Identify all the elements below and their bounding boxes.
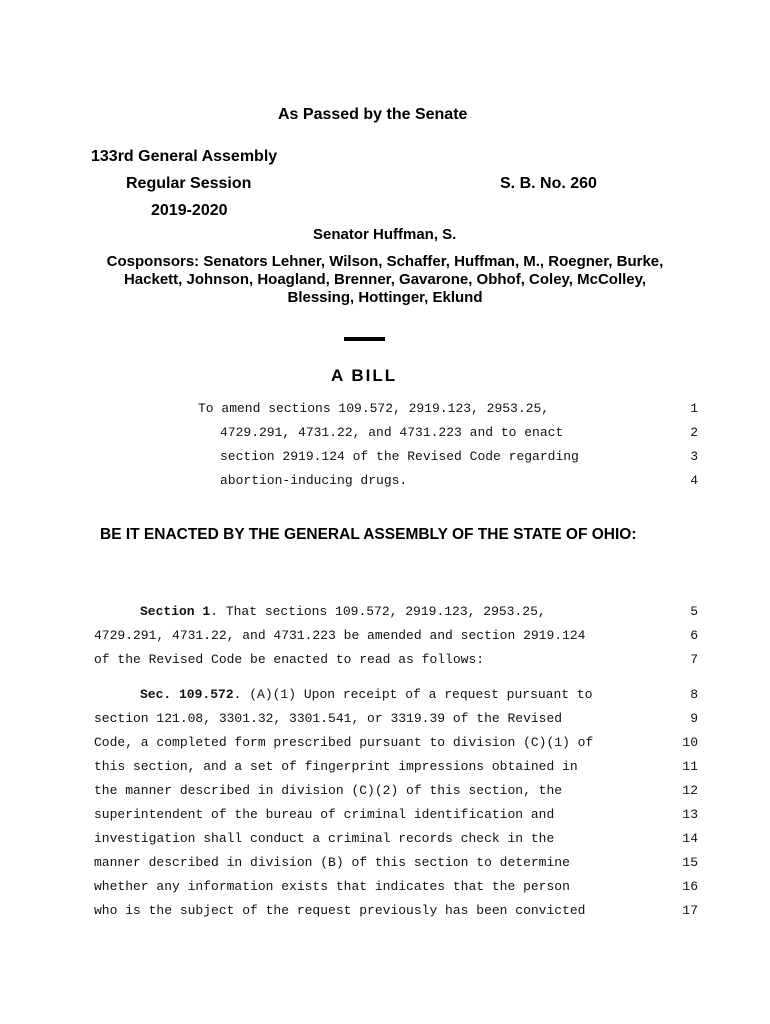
sec-109572-line: superintendent of the bureau of criminal identification and <box>94 807 555 822</box>
bill-heading: A BILL <box>331 366 398 385</box>
divider-rule <box>344 337 385 341</box>
line-number: 15 <box>682 855 698 870</box>
sec-109572-text: . (A)(1) Upon receipt of a request pursuant to <box>233 687 593 702</box>
session: Regular Session <box>126 175 252 192</box>
bill-number: S. B. No. 260 <box>500 175 597 192</box>
cosponsors-line: Hackett, Johnson, Hoagland, Brenner, Gavarone, Obhof, Coley, McColley, <box>123 271 647 288</box>
sec-109572-line: manner described in division (B) of this section to determine <box>94 855 570 870</box>
session-years: 2019-2020 <box>151 202 228 219</box>
line-number: 7 <box>690 652 698 667</box>
sec-109572-line: who is the subject of the request previously has been convicted <box>94 903 586 918</box>
line-number: 10 <box>682 735 698 750</box>
cosponsors <box>80 253 690 307</box>
sec-109572-label: Sec. 109.572 <box>140 687 234 702</box>
line-number: 4 <box>690 473 698 488</box>
line-number: 12 <box>682 783 698 798</box>
line-number: 17 <box>682 903 698 918</box>
sec-109572-line: the manner described in division (C)(2) of this section, the <box>94 783 563 798</box>
line-number: 2 <box>690 425 698 440</box>
section-1-text: . That sections 109.572, 2919.123, 2953.25, <box>210 604 546 619</box>
enacting-clause: BE IT ENACTED BY THE GENERAL ASSEMBLY OF THE STATE OF OHIO: <box>100 526 637 543</box>
sec-109572-line: section 121.08, 3301.32, 3301.541, or 3319.39 of the Revised <box>94 711 563 726</box>
cosponsors-line: Cosponsors: Senators Lehner, Wilson, Schaffer, Huffman, M., Roegner, Burke, <box>106 253 664 270</box>
line-number: 11 <box>682 759 698 774</box>
bill-status: As Passed by the Senate <box>278 106 468 123</box>
section-1-line: 4729.291, 4731.22, and 4731.223 be amended and section 2919.124 <box>94 628 586 643</box>
line-number: 6 <box>690 628 698 643</box>
line-number: 13 <box>682 807 698 822</box>
title-line: section 2919.124 of the Revised Code regarding <box>220 449 579 464</box>
title-line: abortion-inducing drugs. <box>220 473 408 488</box>
sec-109572-line: this section, and a set of fingerprint impressions obtained in <box>94 759 578 774</box>
sec-109572-line: whether any information exists that indicates that the person <box>94 879 570 894</box>
section-1-line: of the Revised Code be enacted to read as follows: <box>94 652 485 667</box>
section-1-line <box>140 604 546 619</box>
sec-109572-line: investigation shall conduct a criminal records check in the <box>94 831 555 846</box>
line-number: 5 <box>690 604 698 619</box>
line-number: 16 <box>682 879 698 894</box>
line-number: 1 <box>690 401 698 416</box>
section-1-label: Section 1 <box>140 604 211 619</box>
general-assembly: 133rd General Assembly <box>91 148 278 165</box>
title-line: To amend sections 109.572, 2919.123, 2953.25, <box>198 401 550 416</box>
line-number: 9 <box>690 711 698 726</box>
sec-109572-line: Code, a completed form prescribed pursuant to division (C)(1) of <box>94 735 594 750</box>
title-line: 4729.291, 4731.22, and 4731.223 and to enact <box>220 425 564 440</box>
line-number: 14 <box>682 831 698 846</box>
sec-109572-line <box>140 687 592 702</box>
cosponsors-line: Blessing, Hottinger, Eklund <box>287 289 483 306</box>
line-number: 3 <box>690 449 698 464</box>
line-number: 8 <box>690 687 698 702</box>
sponsor: Senator Huffman, S. <box>313 226 457 243</box>
